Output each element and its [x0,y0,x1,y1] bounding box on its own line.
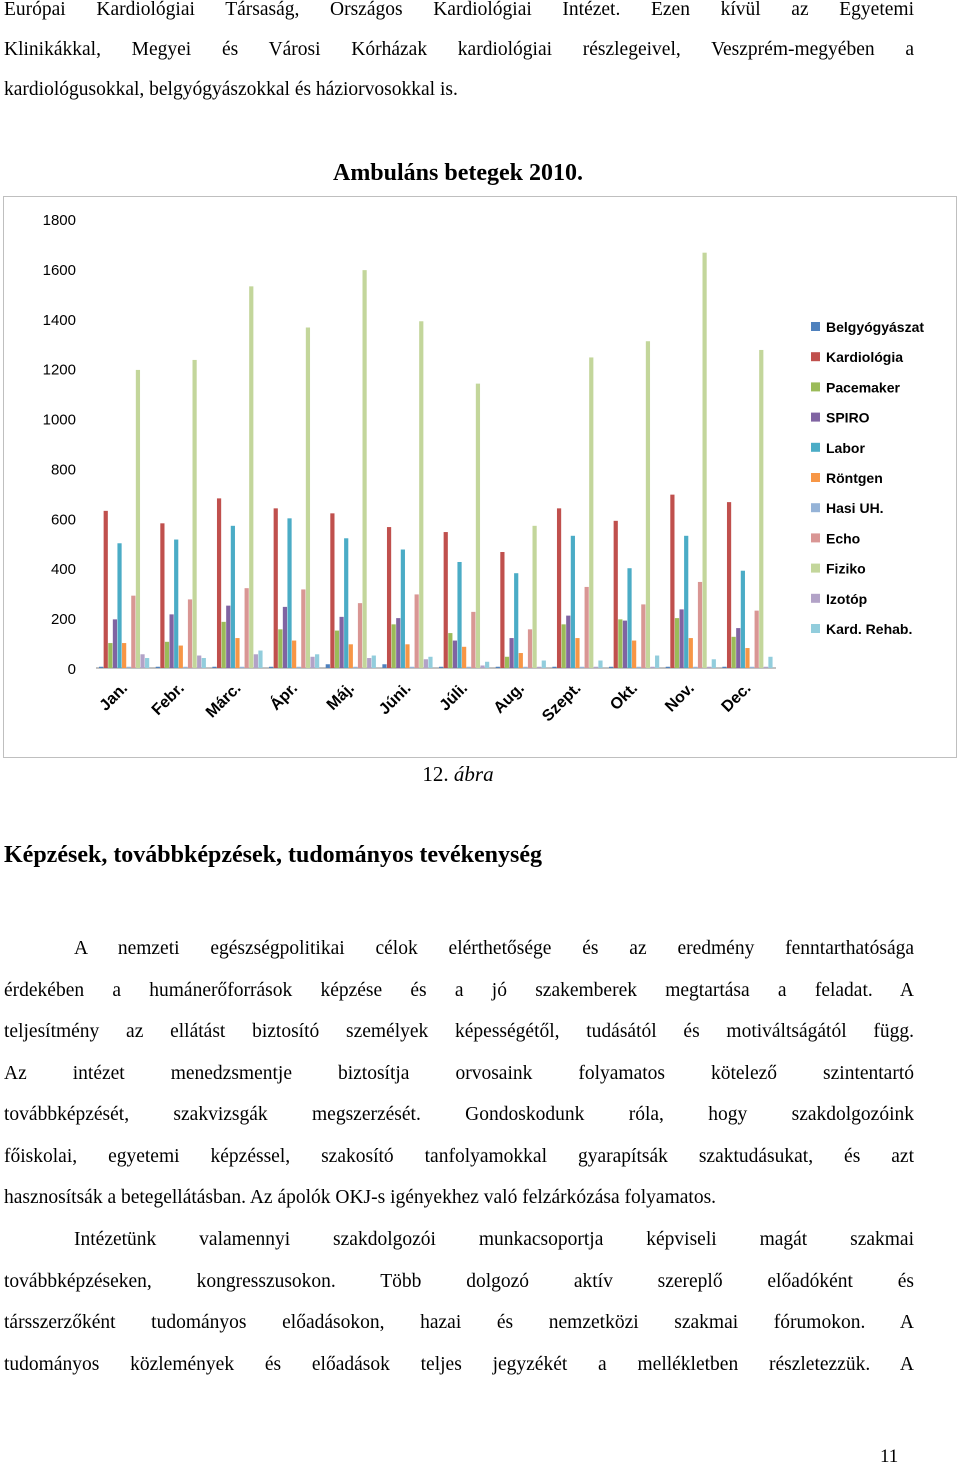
bar-belgy-gy-szat [552,667,556,668]
bar-labor [514,573,518,668]
bar-r-ntgen [292,641,296,668]
bar-belgy-gy-szat [212,667,216,668]
x-tick-label: Márc. [202,679,245,722]
legend-swatch [811,322,820,331]
bar-hasi-uh- [693,667,697,668]
y-tick-label: 1800 [42,212,76,229]
bar-r-ntgen [235,638,239,668]
body-line: érdekében a humánerőforrások képzése és a jó szakemberek megtartása a feladat. A [4,979,914,1001]
bar-kard-rehab- [598,661,602,668]
bar-spiro [283,607,287,668]
legend-swatch [811,443,820,452]
bar-belgy-gy-szat [382,664,386,668]
bar-hasi-uh- [353,667,357,668]
legend-label: Labor [826,439,865,456]
bar-kardiol-gia [160,523,164,668]
legend-swatch [811,594,820,603]
y-tick-label: 0 [67,661,76,678]
bar-izot-p [424,659,428,668]
bar-r-ntgen [349,644,353,668]
bar-labor [231,526,235,668]
bar-echo [415,594,419,668]
bar-pacemaker [165,642,169,668]
section-heading: Képzések, továbbképzések, tudományos tevékenység [4,842,542,868]
bar-labor [344,538,348,668]
bar-hasi-uh- [523,667,527,668]
x-tick-label: Ápr. [267,679,302,714]
bar-fiziko [306,328,310,668]
bar-izot-p [140,654,144,668]
bar-izot-p [537,667,541,668]
bar-kardiol-gia [330,513,334,668]
bar-pacemaker [675,618,679,668]
bar-belgy-gy-szat [722,667,726,668]
intro-paragraph [4,0,914,110]
body-line: Intézetünk valamennyi szakdolgozói munkacsoportja képviseli magát szakmai [74,1229,914,1250]
y-tick-label: 1200 [42,361,76,379]
body-line: továbbképzéseken, kongresszusokon. Több dolgozó aktív szereplő előadóként és [4,1270,914,1292]
bar-hasi-uh- [580,667,584,668]
bar-kardiol-gia [217,498,221,668]
y-tick-label: 600 [50,511,76,529]
bar-r-ntgen [405,644,409,668]
bar-kard-rehab- [258,651,262,668]
body-line: továbbképzését, szakvizsgák megszerzését. Gondoskodunk róla, hogy szakdolgozóink [4,1104,914,1125]
bar-spiro [113,619,117,668]
bar-r-ntgen [632,641,636,668]
bar-echo [245,588,249,668]
legend-label: Belgyógyászat [826,319,925,335]
body-line: főiskolai, egyetemi képzéssel, szakosító tanfolyamokkal gyarapítsák szaktudásukat, és azt [4,1145,914,1167]
caption-number: 12. [422,762,449,786]
bar-hasi-uh- [750,667,754,668]
bar-r-ntgen [575,638,579,668]
bar-hasi-uh- [637,667,641,668]
body-line: teljesítmény az ellátást biztosító személyek képességétől, tudásától és motiváltságától függ. [4,1021,914,1042]
y-tick-label: 400 [50,561,76,579]
body-paragraph-2 [4,1219,914,1385]
bar-labor [571,536,575,668]
bar-pacemaker [222,622,226,668]
bar-izot-p [707,667,711,668]
bar-izot-p [367,658,371,668]
bar-fiziko [476,384,480,668]
figure-caption [0,762,916,787]
bar-belgy-gy-szat [99,667,103,668]
bar-hasi-uh- [467,667,471,668]
body-line: tudományos közlemények és előadások teljes jegyzékét a mellékletben részletezzük. A [4,1353,914,1375]
bar-izot-p [480,666,484,668]
y-tick-label: 800 [50,461,76,479]
bar-pacemaker [335,631,339,668]
x-tick-label: Júni. [376,679,415,719]
bar-belgy-gy-szat [666,667,670,668]
bar-fiziko [759,350,763,668]
bar-kard-rehab- [202,658,206,668]
bar-spiro [566,616,570,668]
bar-spiro [170,614,174,668]
bar-izot-p [310,657,314,668]
bar-labor [627,568,631,668]
bar-spiro [680,609,684,668]
x-tick-label: Dec. [718,679,755,716]
bar-pacemaker [505,657,509,668]
bar-kard-rehab- [542,661,546,668]
bar-labor [401,550,405,668]
legend-label: Pacemaker [826,379,900,396]
legend-swatch [811,382,820,391]
bar-kardiol-gia [727,502,731,668]
bar-kardiol-gia [557,508,561,668]
bar-fiziko [646,341,650,668]
bar-r-ntgen [462,647,466,668]
bar-kard-rehab- [145,658,149,668]
y-tick-label: 1400 [42,311,76,329]
x-tick-label: Nov. [662,679,698,716]
bar-fiziko [363,270,367,668]
bar-labor [174,540,178,668]
bar-echo [188,599,192,668]
bar-hasi-uh- [297,667,301,668]
bar-fiziko [589,357,593,668]
bar-fiziko [703,253,707,668]
bar-labor [741,571,745,668]
bar-kardiol-gia [387,527,391,668]
bar-kardiol-gia [500,552,504,668]
legend-swatch [811,533,820,542]
intro-line: Európai Kardiológiai Társaság, Országos Kardiológiai Intézet. Ezen kívül az Egyetemi [4,0,914,20]
bar-echo [528,629,532,668]
bar-kard-rehab- [315,654,319,668]
y-tick-label: 1000 [42,411,76,429]
bar-echo [641,604,645,668]
bar-belgy-gy-szat [439,667,443,668]
bar-r-ntgen [122,643,126,668]
bar-kardiol-gia [274,508,278,668]
bar-pacemaker [392,624,396,668]
bar-fiziko [136,370,140,668]
bar-spiro [226,606,230,668]
bar-chart [3,196,957,758]
bar-spiro [623,621,627,668]
y-tick-label: 200 [50,611,76,629]
bar-echo [755,611,759,668]
legend-swatch [811,503,820,512]
bar-kardiol-gia [444,532,448,668]
bar-fiziko [533,526,537,668]
bar-kard-rehab- [372,656,376,668]
bar-hasi-uh- [183,667,187,668]
bar-pacemaker [108,643,112,668]
bar-izot-p [650,667,654,668]
bar-pacemaker [732,637,736,668]
bar-echo [471,612,475,668]
caption-label: ábra [453,762,494,786]
legend-swatch [811,413,820,422]
intro-line: Klinikákkal, Megyei és Városi Kórházak kardiológiai részlegeivel, Veszprém-megyében a [4,39,914,60]
body-paragraph-1 [4,928,914,1219]
x-tick-label: Máj. [323,679,358,714]
body-line: Az intézet menedzsmentje biztosítja orvosaink folyamatos kötelező szintentartó [4,1062,914,1084]
legend-label: SPIRO [826,409,870,426]
bar-hasi-uh- [240,667,244,668]
legend-label: Izotóp [826,590,868,607]
bar-belgy-gy-szat [269,667,273,668]
legend-label: Kard. Rehab. [826,621,913,637]
bar-r-ntgen [179,646,183,668]
bar-echo [131,596,135,668]
bar-echo [301,589,305,668]
bar-spiro [453,641,457,668]
bar-echo [358,603,362,668]
body-line: hasznosítsák a betegellátásban. Az ápolók OKJ-s igényekhez való felzárkózása folyamatos. [4,1187,717,1208]
x-tick-label: Aug. [490,679,528,717]
bar-kard-rehab- [428,657,432,668]
legend-label: Kardiológia [826,349,904,366]
bar-r-ntgen [519,653,523,668]
bar-r-ntgen [745,648,749,668]
body-line: társszerzőként tudományos előadásokon, hazai és nemzetközi szakmai fórumokon. A [4,1312,914,1333]
bar-spiro [340,617,344,668]
bar-izot-p [764,667,768,668]
bar-kardiol-gia [104,511,108,668]
bar-belgy-gy-szat [609,667,613,668]
bar-kard-rehab- [768,657,772,668]
bar-fiziko [249,286,253,668]
bar-labor [457,562,461,668]
legend-label: Röntgen [826,470,883,486]
x-tick-label: Jan. [96,679,132,715]
bar-kardiol-gia [670,495,674,668]
legend-label: Fiziko [826,560,866,577]
page-number: 11 [880,1446,899,1467]
bar-pacemaker [618,619,622,668]
bar-kard-rehab- [655,656,659,668]
body-line: A nemzeti egészségpolitikai célok elérthetősége és az eredmény fenntarthatósága [74,938,914,959]
bar-echo [585,587,589,668]
bar-fiziko [419,321,423,668]
bar-labor [287,518,291,668]
legend-swatch [811,564,820,573]
bar-pacemaker [278,629,282,668]
bar-spiro [396,618,400,668]
bar-spiro [510,638,514,668]
legend-swatch [811,473,820,482]
bar-echo [698,582,702,668]
x-tick-label: Szept. [539,679,585,726]
bar-izot-p [254,654,258,668]
x-tick-label: Júli. [436,679,472,715]
chart-title: Ambuláns betegek 2010. [332,160,584,186]
legend-swatch [811,624,820,633]
bar-spiro [736,628,740,668]
bar-labor [117,543,121,668]
bar-hasi-uh- [127,667,131,668]
bar-r-ntgen [689,638,693,668]
legend-swatch [811,352,820,361]
intro-line: kardiológusokkal, belgyógyászokkal és háziorvosokkal is. [4,79,458,100]
y-tick-label: 1600 [42,261,76,279]
bar-belgy-gy-szat [156,667,160,668]
bar-hasi-uh- [410,667,414,668]
bar-kardiol-gia [614,521,618,668]
bar-izot-p [594,667,598,668]
bar-pacemaker [448,633,452,668]
bar-pacemaker [562,624,566,668]
bar-belgy-gy-szat [326,664,330,668]
bar-fiziko [193,360,197,668]
x-tick-label: Okt. [607,679,642,714]
x-tick-label: Febr. [148,679,188,719]
bar-kard-rehab- [712,659,716,668]
legend-label: Echo [826,530,861,547]
bar-izot-p [197,656,201,668]
bar-labor [684,536,688,668]
legend-label: Hasi UH. [826,500,884,517]
bar-kard-rehab- [485,662,489,668]
bar-belgy-gy-szat [496,667,500,668]
